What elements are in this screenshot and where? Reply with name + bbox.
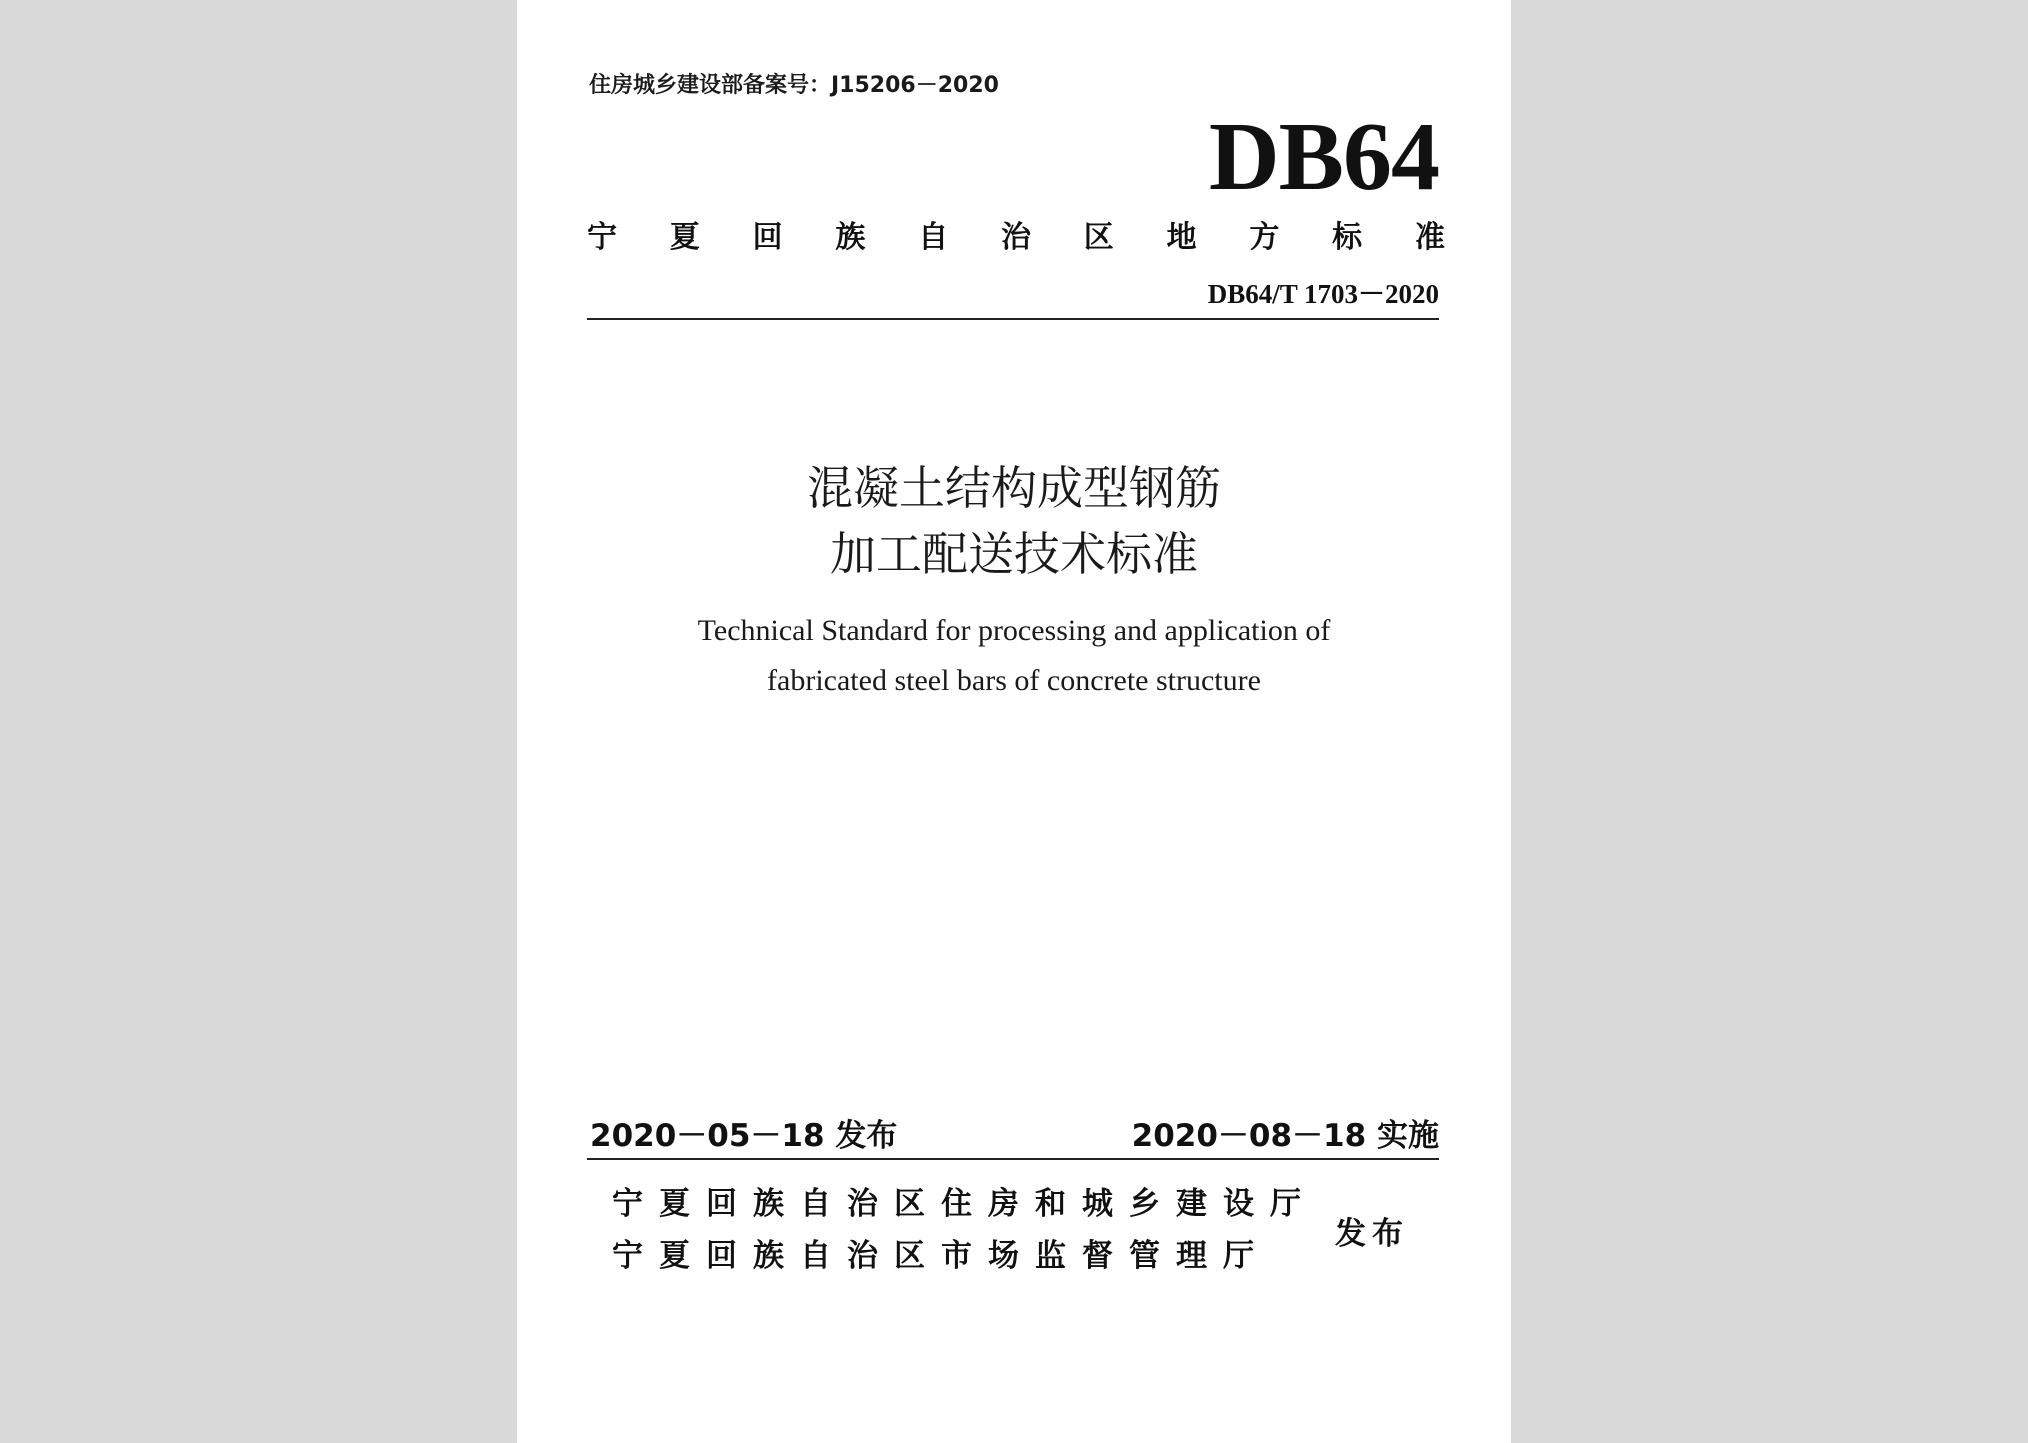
- issuing-authorities: [612, 1178, 1317, 1282]
- title-chinese-line1: 混凝土结构成型钢筋: [807, 461, 1221, 515]
- issuer-line2: 宁夏回族自治区市场监督管理厅: [612, 1238, 1270, 1274]
- title-english-line1: Technical Standard for processing and application of: [697, 614, 1331, 647]
- standard-type-char: 族: [835, 220, 866, 255]
- issue-date: 2020－05－18 发布: [590, 1118, 898, 1154]
- title-english-line2: fabricated steel bars of concrete structure: [767, 664, 1261, 697]
- standard-type-char: 准: [1414, 220, 1445, 255]
- header-divider: [587, 318, 1439, 320]
- issuer-line1: 宁夏回族自治区住房和城乡建设厅: [612, 1186, 1317, 1222]
- standard-type-char: 标: [1332, 220, 1363, 255]
- standard-type-char: 区: [1083, 220, 1114, 255]
- publish-label: 发布: [1335, 1216, 1409, 1252]
- db-code: DB64: [1208, 103, 1439, 211]
- filing-number: 住房城乡建设部备案号：J15206－2020: [589, 73, 999, 98]
- title-chinese-line2: 加工配送技术标准: [830, 527, 1198, 581]
- document-page: [517, 0, 1511, 1443]
- footer-divider: [587, 1158, 1439, 1160]
- standard-type-char: 自: [918, 220, 949, 255]
- standard-type-char: 宁: [587, 220, 617, 255]
- title-english: [517, 606, 1511, 706]
- standard-number: DB64/T 1703－2020: [1207, 279, 1439, 309]
- title-chinese: [517, 455, 1511, 587]
- standard-type: [587, 212, 1445, 256]
- standard-type-char: 地: [1166, 220, 1197, 255]
- standard-type-char: 夏: [669, 220, 700, 255]
- standard-type-char: 回: [752, 220, 783, 255]
- standard-type-char: 方: [1249, 220, 1280, 255]
- implementation-date: 2020－08－18 实施: [1131, 1118, 1439, 1154]
- standard-type-char: 治: [1000, 220, 1031, 255]
